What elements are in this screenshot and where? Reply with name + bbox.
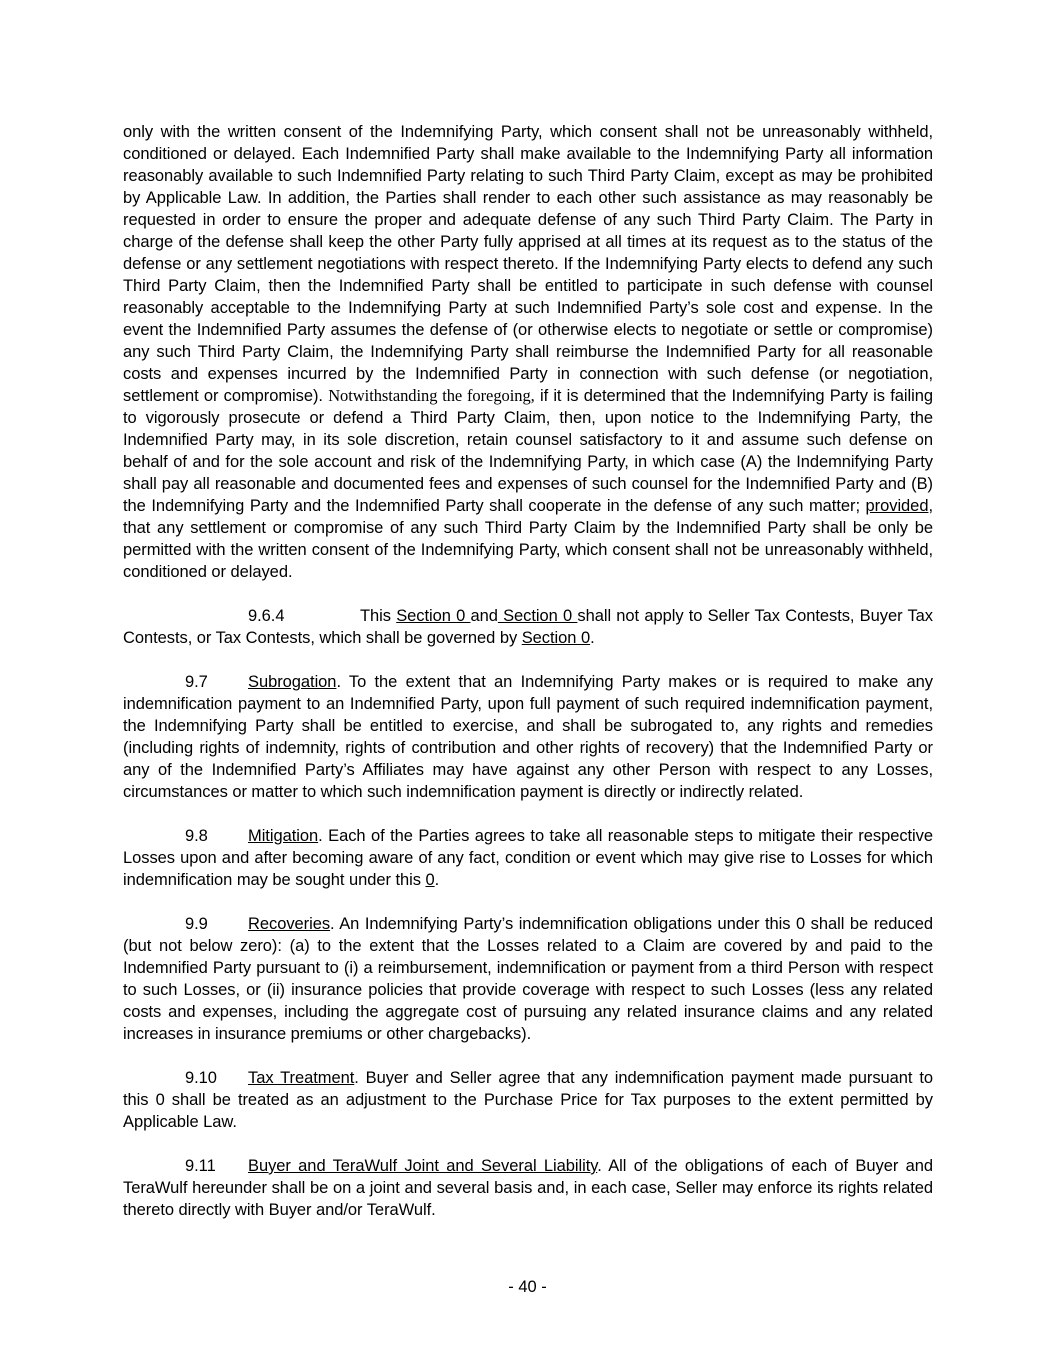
section-9-8 — [123, 825, 933, 891]
underlined-text: Section 0 — [396, 607, 471, 625]
serif-text: Notwithstanding the foregoing, — [328, 386, 535, 405]
section-number: 9.6.4 — [248, 607, 285, 625]
section-number: 9.9 — [185, 915, 208, 933]
underlined-text: Tax Treatment — [248, 1069, 355, 1087]
text-run: and — [470, 607, 498, 625]
text-run: . To the extent that an Indemnifying Party makes or is required to make any indemnification payment to an Indemnified Party, upon full payment of such required indemnification payment, the Indemnifying Party shall be entitled to exercise, and shall be subrogated to, any rights and remedies (including rights of indemnity, rights of contribution and other rights of recovery) that the Indemnified Party or any of the Indemnified Party’s Affiliates may have against any other Person with respect to any Losses, circumstances or matter to which such indemnification payment is directly or indirectly related. — [123, 673, 933, 801]
paragraph-continuation — [123, 121, 933, 583]
section-9-11 — [123, 1155, 933, 1221]
underlined-text: Mitigation — [248, 827, 319, 845]
text-run: . Each of the Parties agrees to take all reasonable steps to mitigate their respective Losses upon and after becoming aware of any fact, condition or event which may give rise to Losses for which indemnification may be sought under this — [123, 827, 933, 889]
section-9-6-4 — [123, 605, 933, 649]
section-9-10 — [123, 1067, 933, 1133]
underlined-text: Subrogation — [248, 673, 337, 691]
section-body — [123, 673, 933, 801]
section-number: 9.11 — [185, 1157, 216, 1175]
text-run: . All of the obligations of each of Buyer and TeraWulf hereunder shall be on a joint and several basis and, in each case, Seller may enforce its rights related thereto directly with Buyer and/or TeraWulf. — [123, 1157, 933, 1219]
text-run: shall not apply to Seller Tax Contests, Buyer Tax Contests, or Tax Contests, which shall be governed by — [123, 607, 933, 647]
underlined-text: Section 0 — [497, 607, 578, 625]
document-body — [123, 121, 933, 1243]
page-number: - 40 - — [508, 1278, 547, 1296]
section-number: 9.8 — [185, 827, 208, 845]
section-number: 9.10 — [185, 1069, 217, 1087]
underlined-text: Section 0 — [521, 629, 591, 647]
text-run: if it is determined that the Indemnifying Party is failing to vigorously prosecute or defend a Third Party Claim, then, upon notice to the Indemnifying Party, the Indemnified Party may, in its sole discretion, retain counsel satisfactory to it and assume such defense on behalf of and for the sole account and risk of the Indemnifying Party, in which case (A) the Indemnifying Party shall pay all reasonable and documented fees and expenses of such counsel for the Indemnified Party and (B) the Indemnifying Party and the Indemnified Party shall cooperate in the defense of any such matter; — [123, 387, 933, 515]
text-run: . — [590, 629, 595, 647]
text-run: , that any settlement or compromise of any such Third Party Claim by the Indemnified Party shall be only be permitted with the written consent of the Indemnifying Party, which consent shall not be unreasonably withheld, conditioned or delayed. — [123, 497, 933, 581]
section-number: 9.7 — [185, 673, 208, 691]
text-run: . Buyer and Seller agree that any indemnification payment made pursuant to this 0 shall be treated as an adjustment to the Purchase Price for Tax purposes to the extent permitted by Applicable Law. — [123, 1069, 933, 1131]
underlined-text: provided — [865, 497, 929, 515]
text-run: This — [360, 607, 397, 625]
section-body — [123, 915, 933, 1043]
underlined-text: 0 — [425, 871, 435, 889]
text-run: . — [434, 871, 440, 889]
section-9-7 — [123, 671, 933, 803]
section-9-9 — [123, 913, 933, 1045]
underlined-text: Recoveries — [248, 915, 331, 933]
section-body — [123, 607, 933, 647]
text-run: only with the written consent of the Indemnifying Party, which consent shall not be unreasonably withheld, conditioned or delayed. Each Indemnified Party shall make available to the Indemnifying Party all information reasonably available to such Indemnified Party relating to such Third Party Claim, except as may be prohibited by Applicable Law. In addition, the Parties shall render to each other such assistance as may reasonably be requested in order to ensure the proper and adequate defense of any such Third Party Claim. The Party in charge of the defense shall keep the other Party fully apprised at all times at its request as to the status of the defense or any settlement negotiations with respect thereto. If the Indemnifying Party elects to defend any such Third Party Claim, then the Indemnified Party shall be entitled to participate in such defense with counsel reasonably acceptable to the Indemnifying Party at such Indemnified Party’s sole cost and expense. In the event the Indemnified Party assumes the defense of (or otherwise elects to negotiate or settle or compromise) any such Third Party Claim, the Indemnifying Party shall reimburse the Indemnified Party for all reasonable costs and expenses incurred by the Indemnified Party in connection with such defense (or negotiation, settlement or compromise). — [123, 123, 933, 405]
text-run: . An Indemnifying Party’s indemnification obligations under this 0 shall be reduced (but not below zero): (a) to the extent that the Losses related to a Claim are covered by and paid to the Indemnified Party pursuant to (i) a reimbursement, indemnification or payment from a third Person with respect to such Losses, or (ii) insurance policies that provide coverage with respect to such Losses (less any related costs and expenses, including the aggregate cost of pursuing any related insurance claims and any related increases in insurance premiums or other chargebacks). — [123, 915, 933, 1043]
underlined-text: Buyer and TeraWulf Joint and Several Liability — [248, 1157, 598, 1175]
